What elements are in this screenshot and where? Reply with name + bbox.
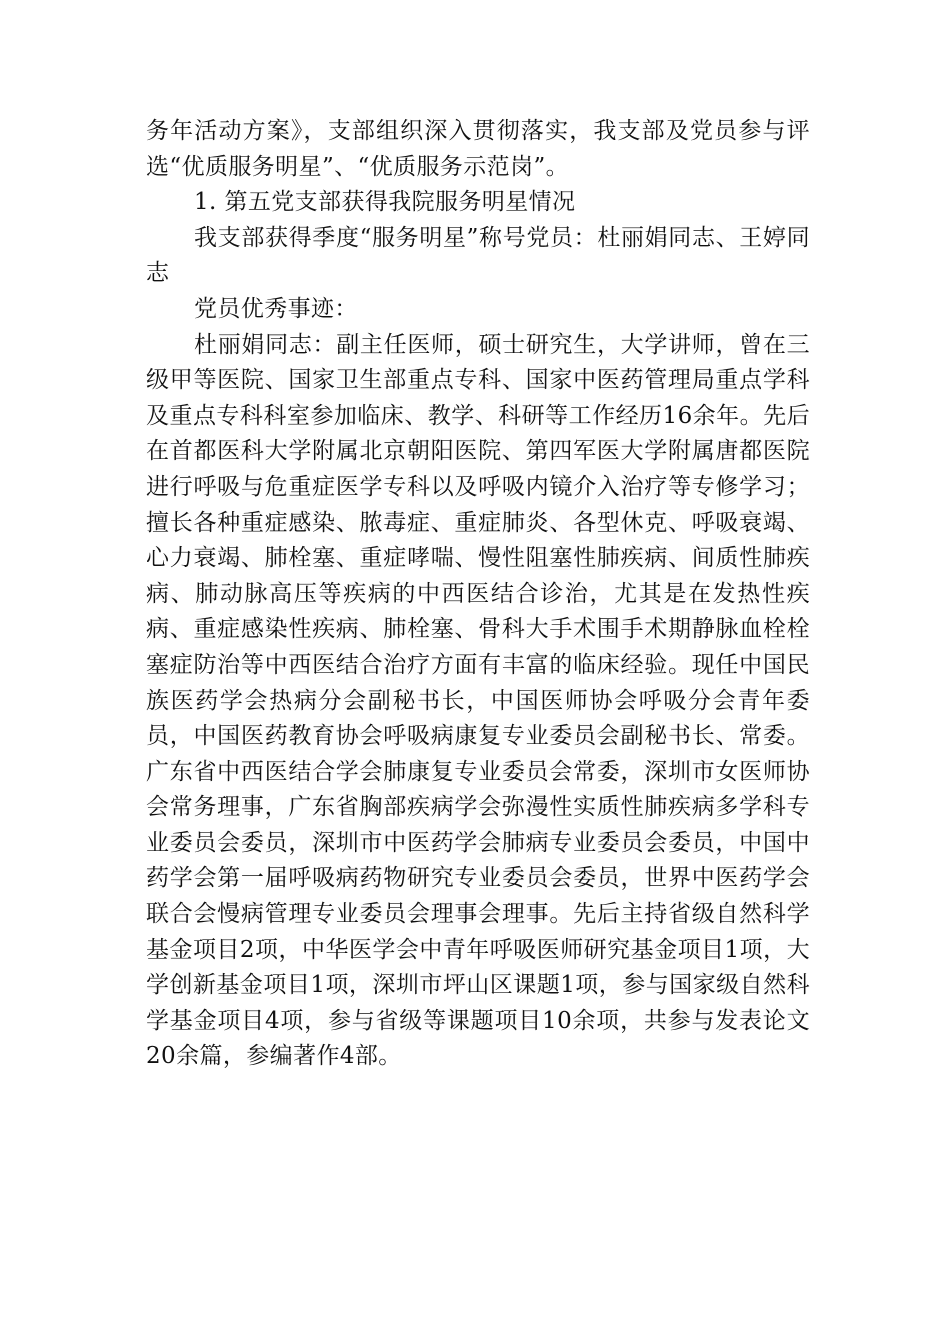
paragraph-award-members: 我支部获得季度“服务明星”称号党员：杜丽娟同志、王婷同志 [146,224,810,287]
paragraph-deeds-label: 党员优秀事迹： [194,295,358,322]
paragraph-continuation: 务年活动方案》，支部组织深入贯彻落实，我支部及党员参与评选“优质服务明星”、“优质服务示范岗”。 [146,118,810,180]
document-body [146,114,810,1075]
paragraph-member-profile: 杜丽娟同志：副主任医师，硕士研究生，大学讲师，曾在三级甲等医院、国家卫生部重点专科、国家中医药管理局重点学科及重点专科科室参加临床、教学、科研等工作经历16余年。先后在首都医科大学附属北京朝阳医院、第四军医大学附属唐都医院进行呼吸与危重症医学专科以及呼吸内镜介入治疗等专修学习；擅长各种重症感染、脓毒症、重症肺炎、各型休克、呼吸衰竭、心力衰竭、肺栓塞、重症哮喘、慢性阻塞性肺疾病、间质性肺疾病、肺动脉高压等疾病的中西医结合诊治，尤其是在发热性疾病、重症感染性疾病、肺栓塞、骨科大手术围手术期静脉血栓栓塞症防治等中西医结合治疗方面有丰富的临床经验。现任中国民族医药学会热病分会副秘书长，中国医师协会呼吸分会青年委员，中国医药教育协会呼吸病康复专业委员会副秘书长、常委。广东省中西医结合学会肺康复专业委员会常委，深圳市女医师协会常务理事，广东省胸部疾病学会弥漫性实质性肺疾病多学科专业委员会委员，深圳市中医药学会肺病专业委员会委员，中国中药学会第一届呼吸病药物研究专业委员会委员，世界中医药学会联合会慢病管理专业委员会理事会理事。先后主持省级自然科学基金项目2项，中华医学会中青年呼吸医师研究基金项目1项，大学创新基金项目1项，深圳市坪山区课题1项，参与国家级自然科学基金项目4项，参与省级等课题项目10余项，共参与发表论文20余篇，参编著作4部。 [146,331,810,1070]
section-heading: 1. 第五党支部获得我院服务明星情况 [194,189,576,216]
